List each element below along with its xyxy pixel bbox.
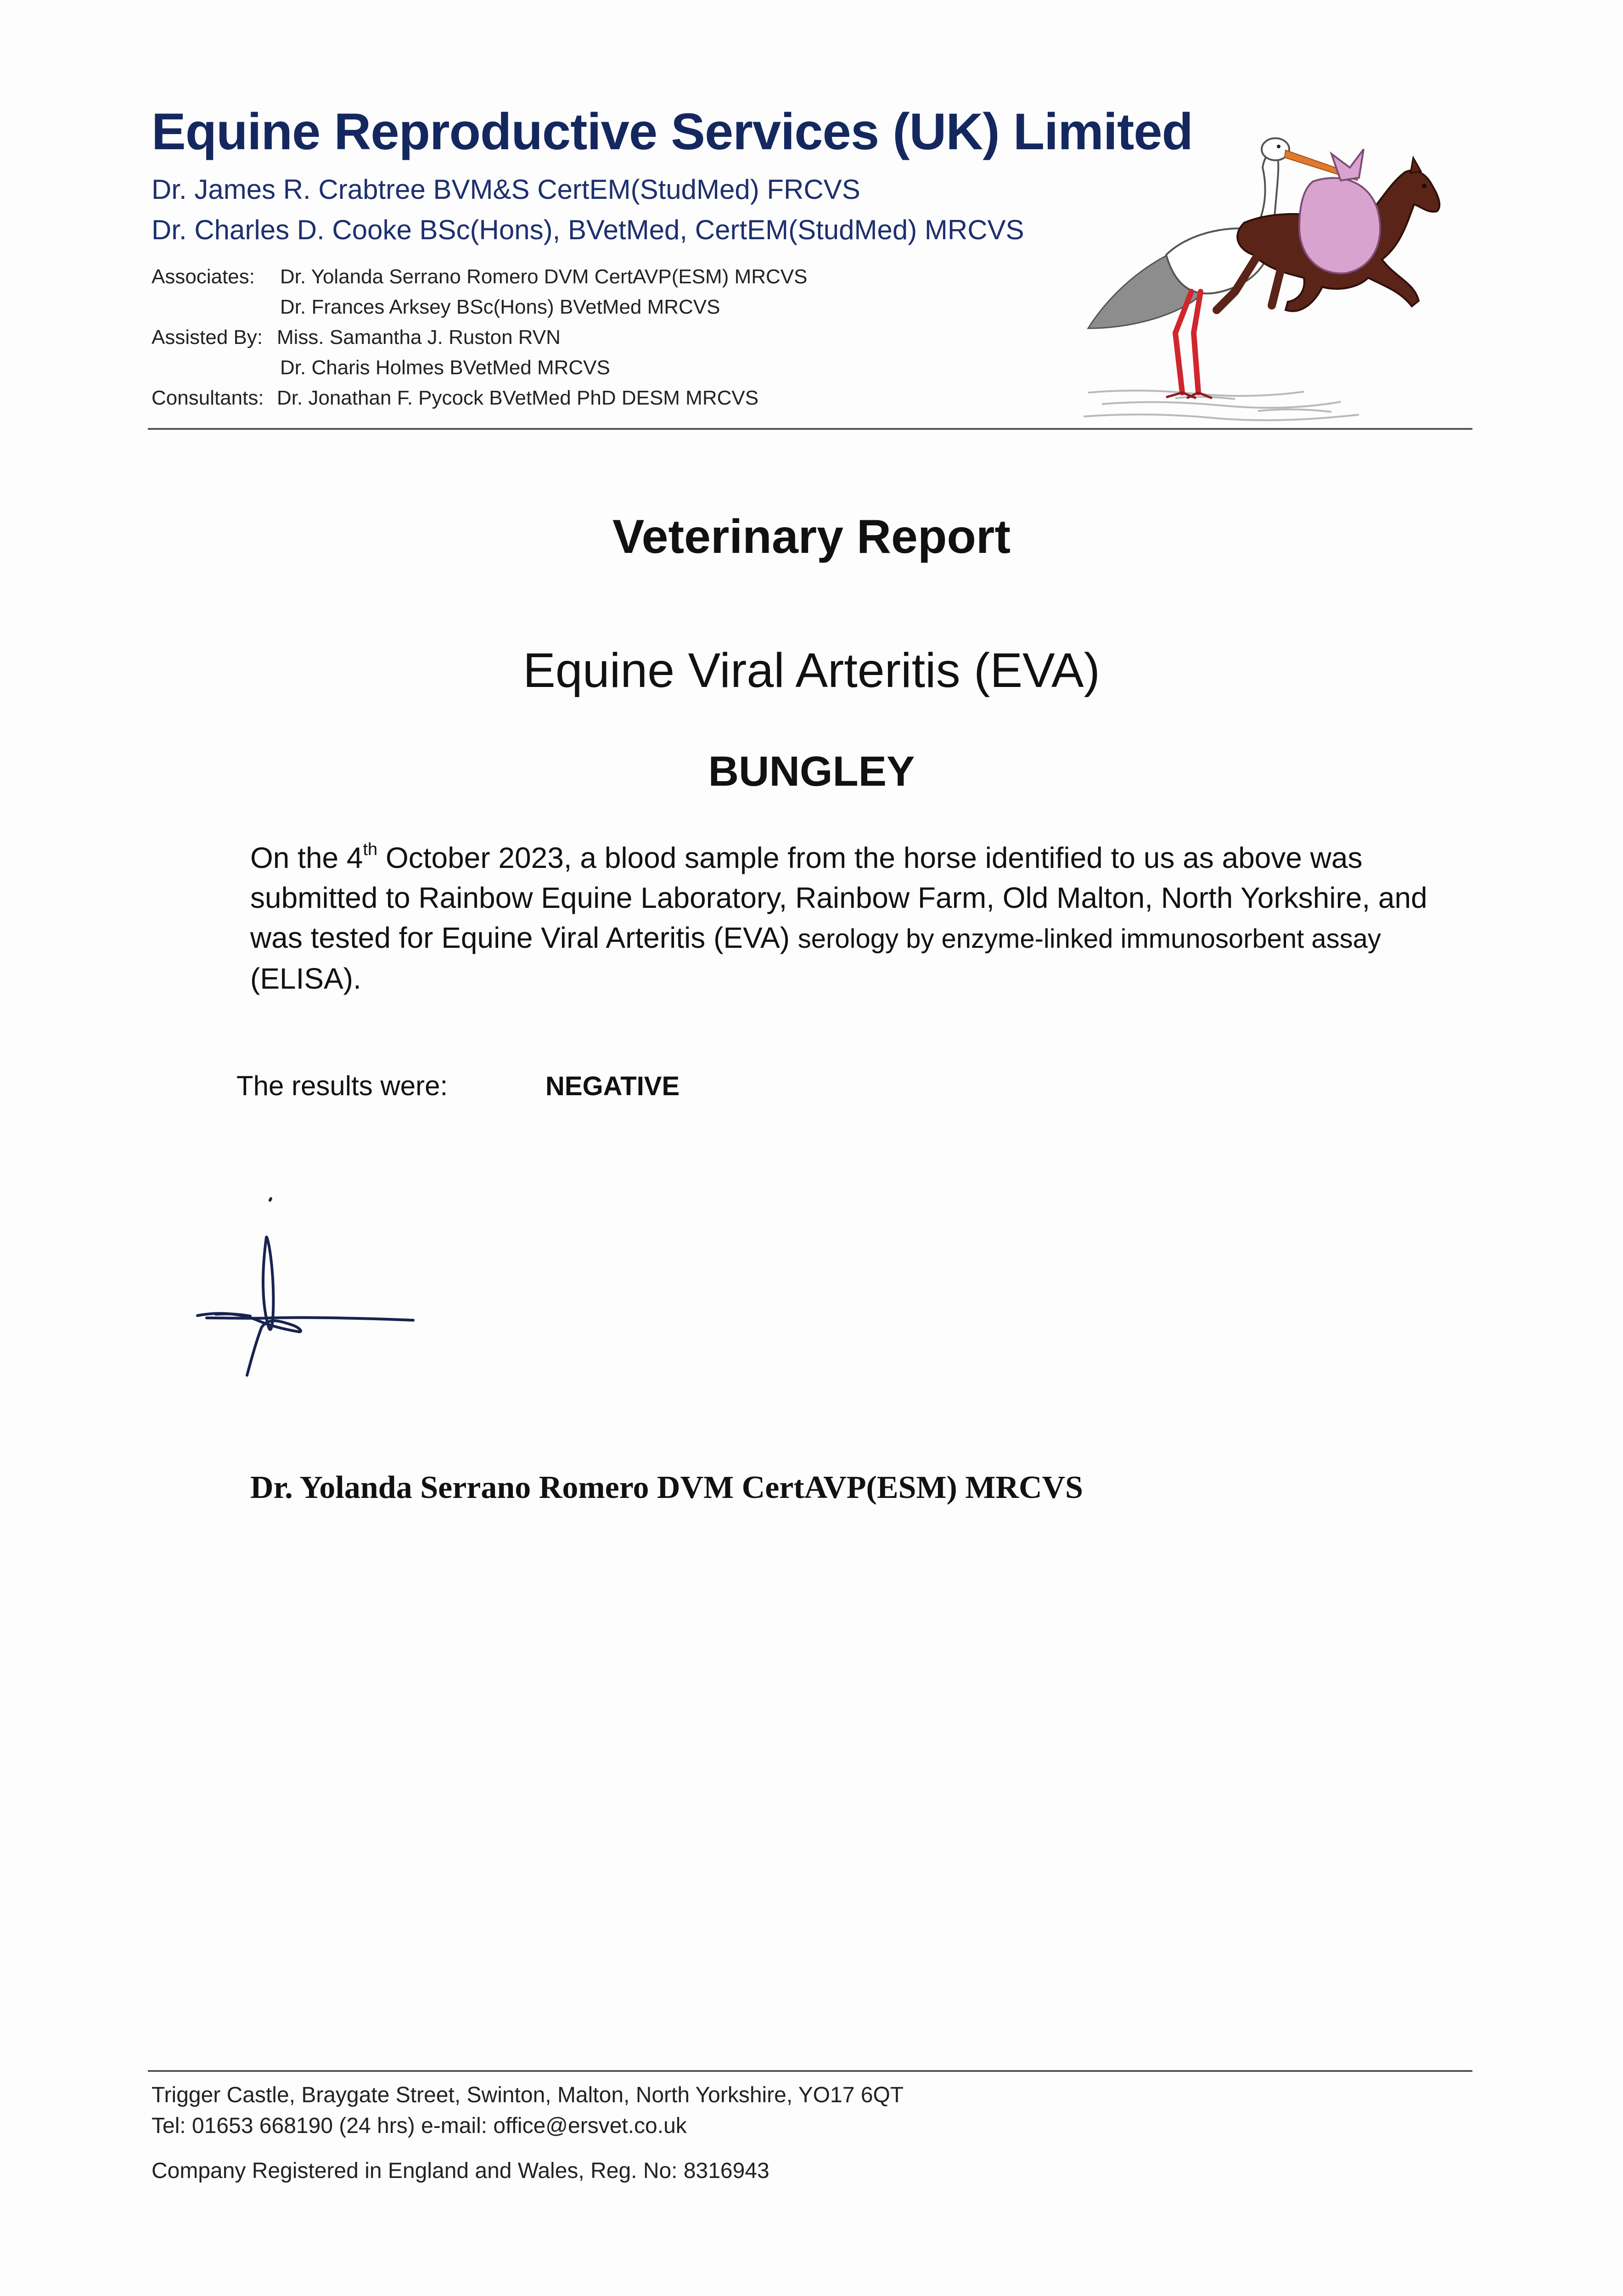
- footer-address: Trigger Castle, Braygate Street, Swinton, Malton, North Yorkshire, YO17 6QT: [152, 2083, 904, 2107]
- paragraph-text: October 2023, a blood sample from the horse identified to us as above was submitted to Rainbow Equine Laboratory, Rainbow Farm, Old Malton, North Yorkshire, and was tested for Equine Viral Arteritis (EVA): [250, 841, 1427, 954]
- footer-contact: Tel: 01653 668190 (24 hrs) e-mail: office@ersvet.co.uk: [152, 2114, 687, 2138]
- footer-divider: [148, 2070, 1472, 2072]
- results-label: The results were:: [236, 1070, 448, 1101]
- footer-registration: Company Registered in England and Wales, Reg. No: 8316943: [152, 2159, 769, 2183]
- signatory-name: Dr. Yolanda Serrano Romero DVM CertAVP(ESM) MRCVS: [250, 1470, 1083, 1505]
- paragraph-text: serology by enzyme-linked immunosorbent assay: [797, 924, 1381, 954]
- partner-name: Dr. Charles D. Cooke BSc(Hons), BVetMed, CertEM(StudMed) MRCVS: [152, 214, 1024, 245]
- assisted-by-label: Assisted By:: [152, 326, 263, 349]
- consultants-label: Consultants:: [152, 387, 264, 409]
- partner-name: Dr. James R. Crabtree BVM&S CertEM(StudMed) FRCVS: [152, 174, 860, 205]
- signature: [188, 1180, 427, 1410]
- associate-name: Dr. Yolanda Serrano Romero DVM CertAVP(ESM) MRCVS: [280, 265, 808, 288]
- report-title: Veterinary Report: [612, 510, 1011, 563]
- stork-carrying-foal-icon: [1084, 117, 1478, 429]
- report-paragraph: [250, 838, 1471, 999]
- paragraph-text: On the 4: [250, 841, 363, 874]
- consultant-name: Dr. Jonathan F. Pycock BVetMed PhD DESM MRCVS: [277, 387, 759, 409]
- test-name: Equine Viral Arteritis (EVA): [523, 643, 1100, 698]
- results-value: NEGATIVE: [545, 1071, 680, 1101]
- associate-name: Dr. Frances Arksey BSc(Hons) BVetMed MRCVS: [280, 296, 720, 318]
- associates-label: Associates:: [152, 265, 255, 288]
- assistant-name: Miss. Samantha J. Ruston RVN: [277, 326, 561, 349]
- horse-name: BUNGLEY: [708, 748, 915, 795]
- assistant-name: Dr. Charis Holmes BVetMed MRCVS: [280, 356, 610, 379]
- header-divider: [148, 428, 1472, 430]
- company-name: Equine Reproductive Services (UK) Limited: [152, 103, 1193, 160]
- date-ordinal-suffix: th: [363, 839, 378, 859]
- water-ripples: [1084, 390, 1359, 420]
- paragraph-text: (ELISA).: [250, 962, 361, 995]
